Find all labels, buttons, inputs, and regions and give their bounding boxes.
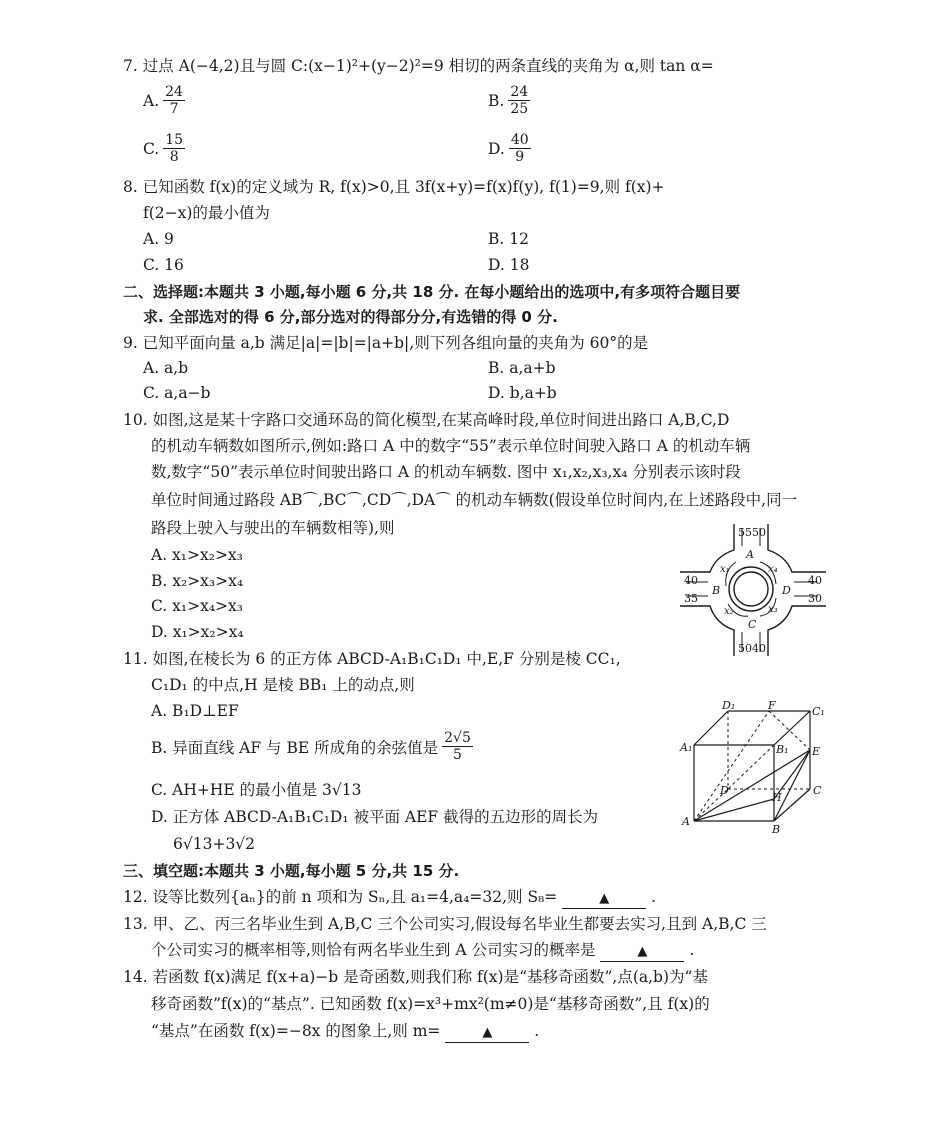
q7-stem: 7. 过点 A(−4,2)且与圆 C:(x−1)²+(y−2)²=9 相切的两条直线的夹角为 α,则 tan α= xyxy=(123,57,714,75)
q10-stem-line3: 数,数字“50”表示单位时间驶出路口 A 的机动车辆数. 图中 x₁,x₂,x₃,x₄ 分别表示该时段 xyxy=(151,463,741,481)
q8-option-a: A. 9 xyxy=(143,230,174,248)
q7-option-c xyxy=(143,132,185,165)
q7-option-b xyxy=(488,84,530,117)
q8-option-b: B. 12 xyxy=(488,230,529,248)
option-label: C. xyxy=(143,139,160,158)
q11-option-c: C. AH+HE 的最小值是 3√13 xyxy=(151,781,362,799)
label-d-bot: 30 xyxy=(808,592,822,605)
label-c-left: 50 xyxy=(738,642,752,655)
label-A1: A₁ xyxy=(680,741,693,754)
option-label: A. xyxy=(143,91,160,110)
q10-stem-line2: 的机动车辆数如图所示,例如:路口 A 中的数字“55”表示单位时间驶入路口 A 的机动车辆 xyxy=(151,437,751,455)
q9-option-d: D. b,a+b xyxy=(488,384,557,402)
label-H: H xyxy=(772,791,782,804)
label-D: D xyxy=(720,784,729,797)
numerator: 2√5 xyxy=(444,730,471,746)
numerator: 40 xyxy=(510,132,529,148)
label-A: A xyxy=(746,548,754,561)
label-F: F xyxy=(768,699,776,712)
q12 xyxy=(123,886,656,909)
q9-option-b: B. a,a+b xyxy=(488,359,556,377)
denominator: 9 xyxy=(515,149,525,165)
label-a-in: 55 xyxy=(738,526,752,539)
q7-option-a xyxy=(143,84,185,117)
q10-stem-line4: 单位时间通过路段 AB⌒,BC⌒,CD⌒,DA⌒ 的机动车辆数(假设单位时间内,在上述路段中,同一 xyxy=(151,491,798,509)
q13-line2 xyxy=(151,939,694,962)
q7-option-d xyxy=(488,132,531,165)
q10-stem-line1: 10. 如图,这是某十字路口交通环岛的简化模型,在某高峰时段,单位时间进出路口 A,B,C,D xyxy=(123,411,730,429)
option-label: D. xyxy=(488,139,505,158)
label-x2: x₂ xyxy=(724,606,734,617)
label-a-out: 50 xyxy=(752,526,766,539)
section2-heading-line1: 二、选择题:本题共 3 小题,每小题 6 分,共 18 分. 在每小题给出的选项中,有多项符合题目要 xyxy=(123,283,741,301)
q11-stem-line2: C₁D₁ 的中点,H 是棱 BB₁ 上的动点,则 xyxy=(151,676,415,694)
label-B: B xyxy=(772,823,781,836)
label-E: E xyxy=(812,745,821,758)
section2-heading-line2: 求. 全部选对的得 6 分,部分选对的得部分分,有选错的得 0 分. xyxy=(143,308,558,326)
cube-diagram xyxy=(676,697,831,837)
q8-option-c: C. 16 xyxy=(143,256,184,274)
section3-heading: 三、填空题:本题共 3 小题,每小题 5 分,共 15 分. xyxy=(123,862,460,880)
q11-stem-line1: 11. 如图,在棱长为 6 的正方体 ABCD-A₁B₁C₁D₁ 中,E,F 分别是棱 CC₁, xyxy=(123,650,621,668)
q13-line1: 13. 甲、乙、丙三名毕业生到 A,B,C 三个公司实习,假设每名毕业生都要去实习,且到 A,B,C 三 xyxy=(123,915,767,933)
q12-end: . xyxy=(651,888,657,906)
q11-option-d-line1: D. 正方体 ABCD-A₁B₁C₁D₁ 被平面 AEF 截得的五边形的周长为 xyxy=(151,808,599,826)
q10-option-b: B. x₂>x₃>x₄ xyxy=(151,572,244,590)
label-B: B xyxy=(712,584,721,597)
q12-answer-blank[interactable]: ▲ xyxy=(562,890,646,909)
denominator: 8 xyxy=(169,149,179,165)
q11-option-d-line2: 6√13+3√2 xyxy=(173,835,256,853)
q9-option-c: C. a,a−b xyxy=(143,384,211,402)
q14-answer-blank[interactable]: ▲ xyxy=(445,1024,529,1043)
label-d-top: 40 xyxy=(808,574,822,587)
q10-option-d: D. x₁>x₂>x₄ xyxy=(151,623,244,641)
q14-line1: 14. 若函数 f(x)满足 f(x+a)−b 是奇函数,则我们称 f(x)是“基移奇函数”,点(a,b)为“基 xyxy=(123,968,708,986)
label-x1: x₁ xyxy=(720,564,730,575)
q9-option-a: A. a,b xyxy=(143,359,189,377)
q9-stem: 9. 已知平面向量 a,b 满足|a|=|b|=|a+b|,则下列各组向量的夹角为 60°的是 xyxy=(123,334,649,352)
q14-text: “基点”在函数 f(x)=−8x 的图象上,则 m= xyxy=(151,1022,441,1040)
label-x4: x₄ xyxy=(768,564,778,575)
label-D1: D₁ xyxy=(722,699,736,712)
q11-option-b xyxy=(151,730,473,763)
denominator: 7 xyxy=(169,101,179,117)
q14-line2: 移奇函数”f(x)的“基点”. 已知函数 f(x)=x³+mx²(m≠0)是“基移奇函数”,且 f(x)的 xyxy=(151,995,710,1013)
label-b-top: 40 xyxy=(684,574,698,587)
q10-option-a: A. x₁>x₂>x₃ xyxy=(151,546,243,564)
label-B1: B₁ xyxy=(776,743,789,756)
label-C: C xyxy=(813,784,822,797)
option-b-text: B. 异面直线 AF 与 BE 所成角的余弦值是 xyxy=(151,738,439,757)
q13-answer-blank[interactable]: ▲ xyxy=(600,943,684,962)
q14-end: . xyxy=(534,1022,540,1040)
denominator: 25 xyxy=(510,101,529,117)
q13-end: . xyxy=(689,941,695,959)
q8-stem-line1: 8. 已知函数 f(x)的定义域为 R, f(x)>0,且 3f(x+y)=f(x)f(y), f(1)=9,则 f(x)+ xyxy=(123,178,665,196)
label-x3: x₃ xyxy=(768,604,778,615)
q8-stem-line2: f(2−x)的最小值为 xyxy=(143,204,270,222)
label-C1: C₁ xyxy=(812,705,825,718)
q11-option-a: A. B₁D⊥EF xyxy=(151,702,239,720)
q13-text: 个公司实习的概率相等,则恰有两名毕业生到 A 公司实习的概率是 xyxy=(151,941,596,959)
label-D: D xyxy=(782,584,791,597)
numerator: 15 xyxy=(165,132,184,148)
q12-text: 12. 设等比数列{aₙ}的前 n 项和为 Sₙ,且 a₁=4,a₄=32,则 S₈= xyxy=(123,888,558,906)
label-C: C xyxy=(748,618,757,631)
label-A: A xyxy=(682,815,690,828)
roundabout-diagram xyxy=(676,520,831,660)
option-label: B. xyxy=(488,91,505,110)
numerator: 24 xyxy=(165,84,183,100)
denominator: 5 xyxy=(453,747,462,763)
q8-option-d: D. 18 xyxy=(488,256,530,274)
label-c-right: 40 xyxy=(752,642,766,655)
q14-line3 xyxy=(151,1020,539,1043)
label-b-bot: 35 xyxy=(684,592,698,605)
numerator: 24 xyxy=(510,84,529,100)
q10-stem-line5: 路段上驶入与驶出的车辆数相等),则 xyxy=(151,519,395,537)
q10-option-c: C. x₁>x₄>x₃ xyxy=(151,597,244,615)
